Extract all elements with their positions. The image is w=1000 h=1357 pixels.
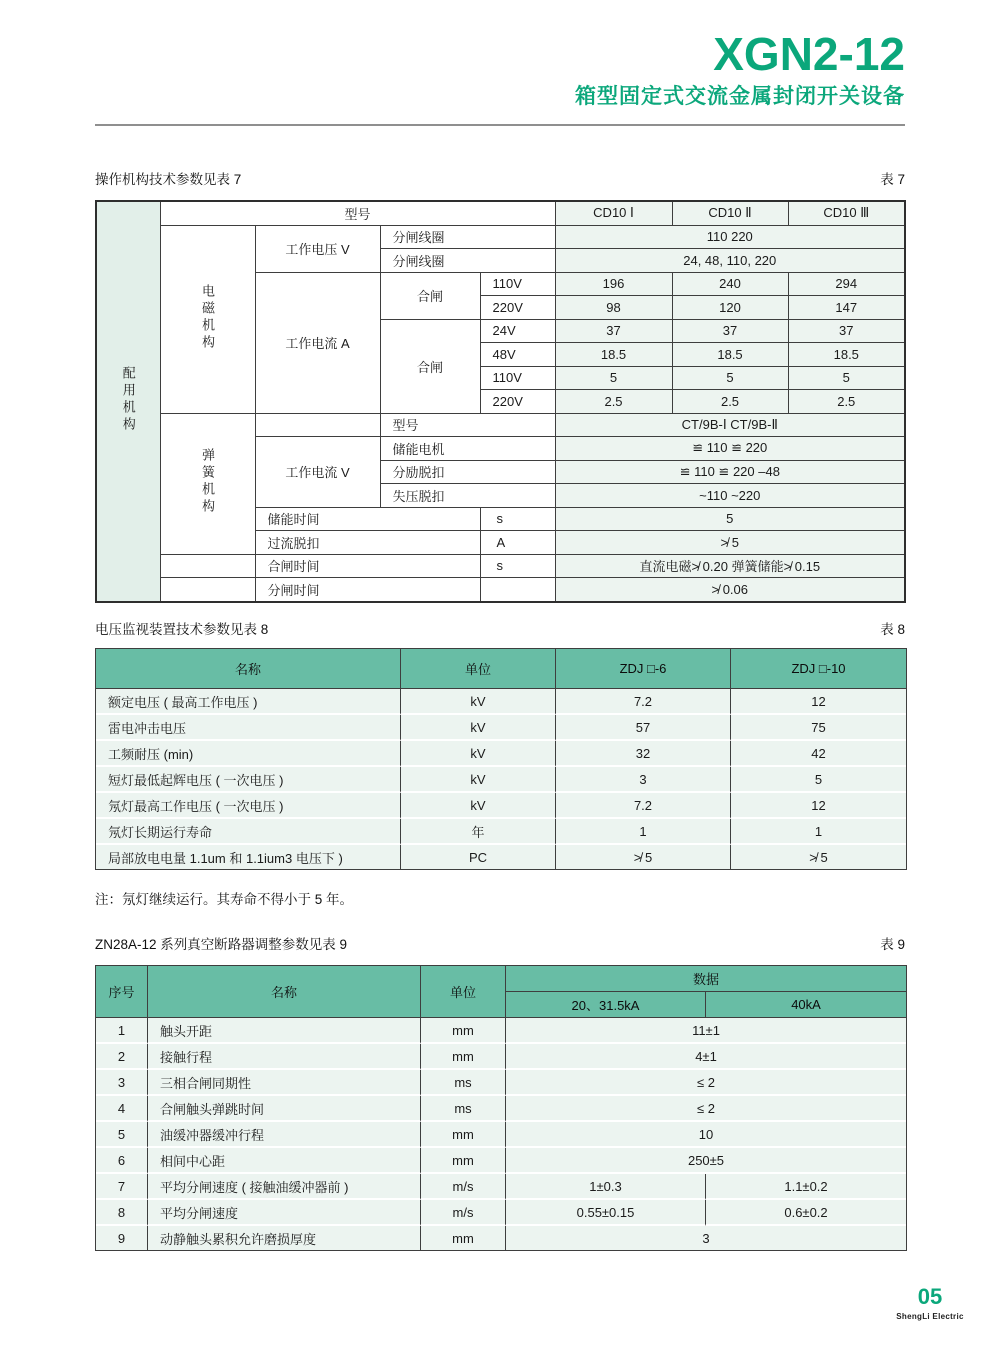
t8-value: 7.2 <box>556 689 731 715</box>
t7-value: 5 <box>555 366 672 390</box>
t7-value: 2.5 <box>555 390 672 414</box>
t7-value: 2.5 <box>788 390 905 414</box>
page-footer <box>860 1284 1000 1321</box>
t8-value: ≯ 5 <box>731 845 906 869</box>
t7-coil-value: 110 220 <box>555 225 905 249</box>
t9-row <box>96 1174 906 1200</box>
t9-no: 8 <box>96 1200 148 1226</box>
t7-sp-model-label: 型号 <box>380 413 555 437</box>
table-operating-mechanism <box>95 200 906 603</box>
t9-header-unit: 单位 <box>421 966 506 1018</box>
t9-value: 0.6±0.2 <box>706 1200 906 1226</box>
t7-time-label: 过流脱扣 <box>255 531 480 555</box>
t9-value: ≤ 2 <box>506 1096 906 1122</box>
t7-sp-model-value: CT/9B-Ⅰ CT/9B-Ⅱ <box>555 413 905 437</box>
t9-value: 4±1 <box>506 1044 906 1070</box>
t8-name: 氖灯长期运行寿命 <box>96 819 401 845</box>
t7-sp-current-label: 工作电流 V <box>255 437 380 508</box>
t7-time-value: 5 <box>555 507 905 531</box>
t8-value: 32 <box>556 741 731 767</box>
t8-row <box>96 715 906 741</box>
t9-name: 动静触头累积允许磨损厚度 <box>148 1226 421 1250</box>
t7-value: 294 <box>788 272 905 296</box>
t7-sp-label: 失压脱扣 <box>380 484 555 508</box>
t8-row <box>96 819 906 845</box>
t8-value: ≯ 5 <box>556 845 731 869</box>
t7-tap: 220V <box>480 296 555 320</box>
t8-value: 42 <box>731 741 906 767</box>
t9-unit: ms <box>421 1070 506 1096</box>
t8-name: 雷电冲击电压 <box>96 715 401 741</box>
t9-value: 1.1±0.2 <box>706 1174 906 1200</box>
t9-unit: mm <box>421 1226 506 1250</box>
t7-spring-label: 弹簧机构 <box>200 448 215 516</box>
t9-header-row <box>96 966 906 992</box>
t7-sp-value: ≌ 110 ≌ 220 <box>555 437 905 461</box>
t8-row <box>96 793 906 819</box>
t9-name: 接触行程 <box>148 1044 421 1070</box>
t7-empty-cell <box>160 554 255 578</box>
t7-coil-label: 分闸线圈 <box>380 249 555 273</box>
table8-caption: 电压监视装置技术参数见表 8 <box>95 622 269 637</box>
t7-value: 120 <box>672 296 788 320</box>
t7-value: 5 <box>672 366 788 390</box>
t9-unit: mm <box>421 1148 506 1174</box>
t9-row <box>96 1226 906 1250</box>
t7-value: 2.5 <box>672 390 788 414</box>
t7-value: 37 <box>788 319 905 343</box>
t9-unit: mm <box>421 1044 506 1070</box>
table9-caption: ZN28A-12 系列真空断路器调整参数见表 9 <box>95 937 348 952</box>
t9-header-name: 名称 <box>148 966 421 1018</box>
t8-unit: 年 <box>401 819 556 845</box>
t7-value: 18.5 <box>672 343 788 367</box>
t8-unit: kV <box>401 767 556 793</box>
t8-unit: PC <box>401 845 556 869</box>
table-voltage-monitor <box>95 648 907 870</box>
t9-row <box>96 1070 906 1096</box>
table-breaker-adjust <box>95 965 907 1251</box>
t8-unit: kV <box>401 741 556 767</box>
t9-no: 9 <box>96 1226 148 1250</box>
t7-row <box>96 225 905 249</box>
t7-unit: A <box>480 531 555 555</box>
t8-value: 7.2 <box>556 793 731 819</box>
t9-name: 油缓冲器缓冲行程 <box>148 1122 421 1148</box>
t7-unit <box>480 578 555 602</box>
t7-value: 196 <box>555 272 672 296</box>
t9-header-sub2: 40kA <box>706 992 906 1018</box>
t7-em-label: 电磁机构 <box>200 283 215 352</box>
table9-tag: 表 9 <box>880 937 905 952</box>
t8-header-zdj10: ZDJ □-10 <box>731 649 906 689</box>
t9-no: 5 <box>96 1122 148 1148</box>
t7-empty-cell <box>160 578 255 602</box>
t8-row <box>96 767 906 793</box>
t7-value: 5 <box>788 366 905 390</box>
t9-name: 相间中心距 <box>148 1148 421 1174</box>
table8-caption-row <box>95 618 905 638</box>
t7-sp-label: 储能电机 <box>380 437 555 461</box>
t9-value: 250±5 <box>506 1148 906 1174</box>
t9-value: 0.55±0.15 <box>506 1200 706 1226</box>
table9-caption-row <box>95 933 905 953</box>
t9-row <box>96 1122 906 1148</box>
t7-sp-value: ≌ 110 ≌ 220 –48 <box>555 460 905 484</box>
t8-unit: kV <box>401 715 556 741</box>
table7-caption: 操作机构技术参数见表 7 <box>95 172 242 187</box>
t7-value: 37 <box>555 319 672 343</box>
t9-header-sub1: 20、31.5kA <box>506 992 706 1018</box>
brand-name: ShengLi Electric <box>896 1312 964 1321</box>
t7-row <box>96 554 905 578</box>
t9-value: 3 <box>506 1226 906 1250</box>
t8-header-row <box>96 649 906 689</box>
t7-tap: 110V <box>480 366 555 390</box>
t7-value: 98 <box>555 296 672 320</box>
t8-row <box>96 845 906 869</box>
t7-time-value: ≯ 5 <box>555 531 905 555</box>
t7-sp-value: ~110 ~220 <box>555 484 905 508</box>
t8-value: 12 <box>731 793 906 819</box>
t8-value: 1 <box>731 819 906 845</box>
t7-group-label: 配用机构 <box>120 365 136 434</box>
t9-header-data: 数据 <box>506 966 906 992</box>
table8-note: 注：氖灯继续运行。其寿命不得小于 5 年。 <box>95 892 354 907</box>
t9-value: 10 <box>506 1122 906 1148</box>
t7-tap: 220V <box>480 390 555 414</box>
t7-value: 37 <box>672 319 788 343</box>
t9-unit: ms <box>421 1096 506 1122</box>
t9-name: 三相合闸同期性 <box>148 1070 421 1096</box>
t7-em-current-label: 工作电流 A <box>255 272 380 413</box>
t8-row <box>96 741 906 767</box>
t8-value: 57 <box>556 715 731 741</box>
t7-tap: 48V <box>480 343 555 367</box>
t7-tap: 24V <box>480 319 555 343</box>
t9-name: 平均分闸速度 ( 接触油缓冲器前 ) <box>148 1174 421 1200</box>
t7-empty-cell <box>255 413 380 437</box>
t9-no: 4 <box>96 1096 148 1122</box>
table7-caption-row <box>95 168 905 188</box>
t7-unit: s <box>480 507 555 531</box>
t9-row <box>96 1200 906 1226</box>
t9-no: 7 <box>96 1174 148 1200</box>
t8-name: 工频耐压 (min) <box>96 741 401 767</box>
t9-unit: mm <box>421 1122 506 1148</box>
t7-tap: 110V <box>480 272 555 296</box>
t9-row <box>96 1044 906 1070</box>
product-subtitle: 箱型固定式交流金属封闭开关设备 <box>575 85 905 109</box>
page-header <box>95 30 905 110</box>
t9-row <box>96 1096 906 1122</box>
t9-header-no: 序号 <box>96 966 148 1018</box>
t7-row-model <box>96 201 905 225</box>
t7-value: 240 <box>672 272 788 296</box>
t8-row <box>96 689 906 715</box>
t8-name: 短灯最低起辉电压 ( 一次电压 ) <box>96 767 401 793</box>
product-model-title: XGN2-12 <box>713 28 905 80</box>
t8-name: 局部放电电量 1.1um 和 1.1ium3 电压下 ) <box>96 845 401 869</box>
t8-value: 1 <box>556 819 731 845</box>
t9-no: 6 <box>96 1148 148 1174</box>
t7-time-value: ≯ 0.06 <box>555 578 905 602</box>
t7-unit: s <box>480 554 555 578</box>
t9-no: 1 <box>96 1018 148 1044</box>
t8-value: 5 <box>731 767 906 793</box>
t7-close-label: 合闸 <box>380 319 480 413</box>
t9-no: 3 <box>96 1070 148 1096</box>
t7-model-2: CD10 Ⅱ <box>672 201 788 225</box>
t7-row <box>96 578 905 602</box>
t7-row <box>96 413 905 437</box>
t8-name: 氖灯最高工作电压 ( 一次电压 ) <box>96 793 401 819</box>
t9-row <box>96 1018 906 1044</box>
t7-model-header: 型号 <box>160 201 555 225</box>
t8-header-zdj6: ZDJ □-6 <box>556 649 731 689</box>
t7-time-value: 直流电磁≯ 0.20 弹簧储能≯ 0.15 <box>555 554 905 578</box>
t8-unit: kV <box>401 689 556 715</box>
t8-value: 12 <box>731 689 906 715</box>
t8-value: 75 <box>731 715 906 741</box>
t9-value: 11±1 <box>506 1018 906 1044</box>
t7-close-label: 合闸 <box>380 272 480 319</box>
table7-tag: 表 7 <box>880 172 905 187</box>
t9-value: 1±0.3 <box>506 1174 706 1200</box>
t7-coil-label: 分闸线圈 <box>380 225 555 249</box>
t7-time-label: 分闸时间 <box>255 578 480 602</box>
t7-time-label: 合闸时间 <box>255 554 480 578</box>
t9-name: 平均分闸速度 <box>148 1200 421 1226</box>
t9-name: 触头开距 <box>148 1018 421 1044</box>
t9-value: ≤ 2 <box>506 1070 906 1096</box>
t9-row <box>96 1148 906 1174</box>
t7-model-3: CD10 Ⅲ <box>788 201 905 225</box>
t7-model-1: CD10 Ⅰ <box>555 201 672 225</box>
header-divider <box>95 124 905 126</box>
t7-value: 147 <box>788 296 905 320</box>
t7-value: 18.5 <box>555 343 672 367</box>
t9-name: 合闸触头弹跳时间 <box>148 1096 421 1122</box>
t8-name: 额定电压 ( 最高工作电压 ) <box>96 689 401 715</box>
t7-coil-value: 24, 48, 110, 220 <box>555 249 905 273</box>
t9-unit: mm <box>421 1018 506 1044</box>
t9-unit: m/s <box>421 1200 506 1226</box>
t9-unit: m/s <box>421 1174 506 1200</box>
t8-header-name: 名称 <box>96 649 401 689</box>
t7-em-voltage-label: 工作电压 V <box>255 225 380 272</box>
t8-unit: kV <box>401 793 556 819</box>
t7-sp-label: 分励脱扣 <box>380 460 555 484</box>
t8-header-unit: 单位 <box>401 649 556 689</box>
t7-value: 18.5 <box>788 343 905 367</box>
t7-time-label: 储能时间 <box>255 507 480 531</box>
t9-no: 2 <box>96 1044 148 1070</box>
t8-value: 3 <box>556 767 731 793</box>
table8-tag: 表 8 <box>880 622 905 637</box>
page-number: 05 <box>917 1284 943 1309</box>
